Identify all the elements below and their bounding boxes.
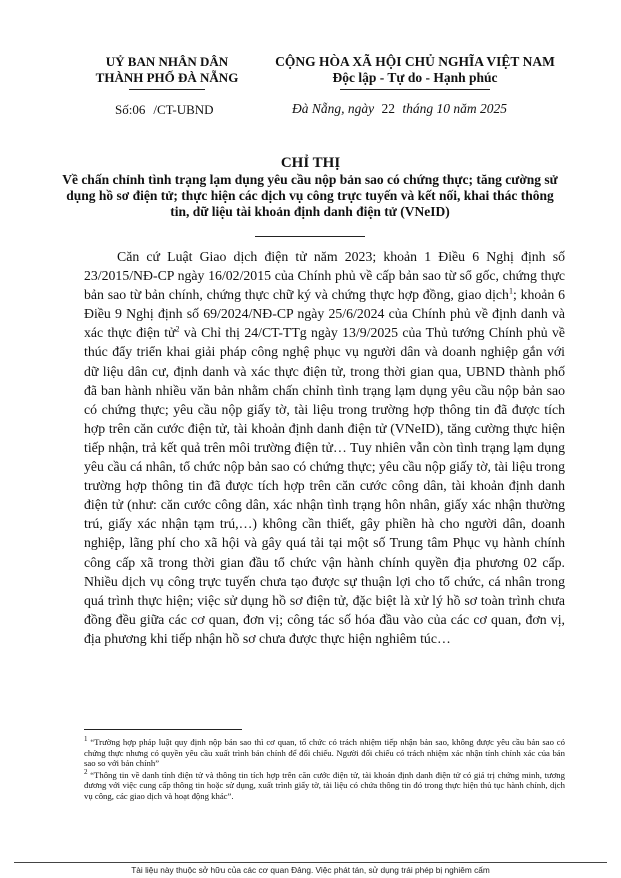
body-text-part-1: Căn cứ Luật Giao dịch điện tử năm 2023; khoản 1 Điều 6 Nghị định số 23/2015/NĐ-CP ngày 16/02/2015 của Chính phủ về cấp bản sao từ sổ gốc, chứng thực bản sao từ bản chính, chứng thực chữ ký và chứng thực hợp đồng, giao dịch <box>84 249 565 303</box>
footnote-ref-1[interactable]: 1 <box>508 286 513 296</box>
date-prefix: Đà Nẵng, ngày <box>292 101 375 116</box>
document-title: CHỈ THỊ <box>280 155 341 171</box>
doc-number-label: Số:06 <box>115 102 146 117</box>
footnote-1 <box>84 737 565 769</box>
agency-underline <box>129 89 205 90</box>
motto-underline <box>340 89 490 90</box>
ownership-notice: Tài liệu này thuộc sở hữu của các cơ quan Đảng. Việc phát tán, sử dụng trái phép bị nghiêm cấm <box>131 865 490 875</box>
issuing-agency <box>80 54 254 90</box>
issue-date <box>292 101 507 117</box>
date-day: 22 <box>381 101 395 116</box>
bottom-separator <box>14 862 607 863</box>
footnote-1-text: “Trường hợp pháp luật quy định nộp bản sao thì cơ quan, tổ chức có trách nhiệm tiếp nhận bản sao, không được yêu cầu bản sao có chứng thực nhưng có quyền yêu cầu xuất trình bản chính để đối chiếu. Người đối chiếu có trách nhiệm xác nhận tính chính xác của bản sao so với bản chính” <box>84 737 565 768</box>
footnote-2-mark: 2 <box>84 767 88 776</box>
footnote-1-mark: 1 <box>84 735 88 744</box>
date-suffix: tháng 10 năm 2025 <box>402 101 507 116</box>
national-motto <box>256 54 574 90</box>
body-paragraph <box>84 247 565 648</box>
subject-underline <box>255 236 365 237</box>
footnotes <box>84 737 565 802</box>
agency-line-2: THÀNH PHỐ ĐÀ NẴNG <box>95 70 239 85</box>
footnote-separator <box>84 729 242 730</box>
body-text-part-2: ; khoản 6 Điều 9 Nghị định số 69/2024/NĐ-CP ngày 25/6/2024 của Chính phủ về định danh và xác thực điện tử <box>84 287 565 341</box>
nation-line-2: Độc lập - Tự do - Hạnh phúc <box>332 70 498 85</box>
footnote-2 <box>84 767 565 802</box>
agency-line-1: UỶ BAN NHÂN DÂN <box>105 54 229 69</box>
doc-number-code: /CT-UBND <box>153 102 214 117</box>
footnote-ref-2[interactable]: 2 <box>175 324 180 334</box>
body-text-part-3: và Chỉ thị 24/CT-TTg ngày 13/9/2025 của Thủ tướng Chính phủ về thúc đẩy triển khai giải pháp công nghệ phục vụ người dân và doanh nghiệp gắn với dữ liệu dân cư, định danh và xác thực điện tử, trong thời gian qua, UBND thành phố đã ban hành nhiều văn bản nhằm chấn chỉnh tình trạng lạm dụng yêu cầu nộp bản sao có chứng thực; yêu cầu nộp giấy tờ, tài liệu trong trường hợp thông tin đã được tích hợp trên căn cước điện tử, tài khoản định danh điện tử (VNeID), tăng cường thực hiện tiếp nhận, trả kết quả trên môi trường điện tử… Tuy nhiên vẫn còn tình trạng lạm dụng yêu cầu cá nhân, tổ chức nộp bản sao có chứng thực; yêu cầu nộp giấy tờ, tài liệu trong trường hợp thông tin đã được tích hợp trên căn cước công dân, tài khoản định danh điện tử (như: căn cước công dân, xác nhận tình trạng hôn nhân, giấy xác nhận thường trú, giấy xác nhận tạm trú,…) không cần thiết, gây phiền hà cho người dân, doanh nghiệp, lãng phí cho xã hội và gây quá tải tại một số Trung tâm Phục vụ hành chính công cấp xã trong thời gian đầu tổ chức vận hành chính quyền địa phương 02 cấp. Nhiều dịch vụ công trực tuyến chưa tạo được sự thuận lợi cho tổ chức, cá nhân trong quá trình thực hiện; việc sử dụng hồ sơ điện tử, đặc biệt là xử lý hồ sơ toàn trình chưa đồng đều giữa các cơ quan, đơn vị; công tác số hóa đầu vào của các cơ quan, đơn vị, địa phương khi tiếp nhận hồ sơ chưa được thực hiện nghiêm túc… <box>84 325 565 646</box>
document-subject: Về chấn chỉnh tình trạng lạm dụng yêu cầu nộp bản sao có chứng thực; tăng cường sử dụng hồ sơ điện tử; thực hiện các dịch vụ công trực tuyến và kết nối, khai thác thông tin, dữ liệu tài khoản định danh điện tử (VNeID) <box>62 172 558 219</box>
nation-line-1: CỘNG HÒA XÃ HỘI CHỦ NGHĨA VIỆT NAM <box>275 54 555 69</box>
footnote-2-text: “Thông tin về danh tính điện tử và thông tin tích hợp trên căn cước điện tử, tài khoản định danh điện tử có giá trị chứng minh, tương đương với việc cung cấp thông tin hoặc sử dụng, xuất trình giấy tờ, tài liệu có chứa thông tin đó trong thực hiện thủ tục hành chính, dịch vụ công, các giao dịch và hoạt động khác”. <box>84 769 565 801</box>
document-number <box>115 102 214 118</box>
